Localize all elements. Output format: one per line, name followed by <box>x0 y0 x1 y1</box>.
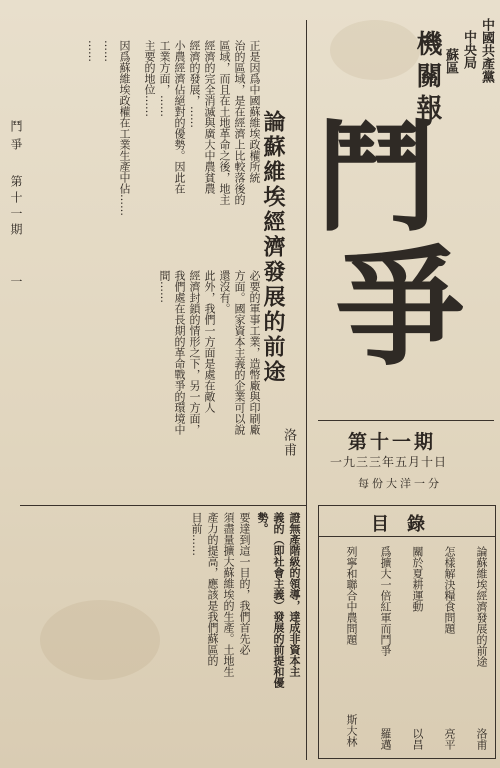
publisher-line: 蘇區 <box>443 48 458 74</box>
article-upper-body <box>140 40 260 305</box>
article-text-column: 目前…… <box>190 512 203 556</box>
article-author: 洛甫 <box>281 428 296 458</box>
toc-item-title[interactable]: 怎樣解決糧食問題 <box>443 546 456 634</box>
toc-item-title[interactable]: 關於夏耕運動 <box>411 546 424 612</box>
issue-block <box>318 420 494 499</box>
article-text-column: 小農經濟佔絕對的優勢。因此在 <box>173 40 186 194</box>
article-text-column: 區域，而且在土地革命之後，地主 <box>218 40 231 205</box>
toc-item-author: 洛甫 <box>475 728 488 750</box>
article-text-column: 間…… <box>158 270 171 303</box>
article-text-column: 要達到這一目的，我們首先必 <box>238 512 251 655</box>
article-text-column: 主要的地位…… <box>143 40 156 117</box>
footer-issue: 第十一期 <box>9 175 23 239</box>
toc-item-title[interactable]: 列寧和聯合中農問題 <box>345 546 358 645</box>
organ-label: 機關報 <box>412 30 442 126</box>
masthead <box>305 8 495 413</box>
masthead-title-char-1: 鬥 <box>317 107 437 248</box>
article-text-column: 方面。國家資本主義的企業可以說 <box>233 270 246 435</box>
table-of-contents <box>318 505 496 759</box>
article-text-column: 產力的提高，應該是我們蘇區的 <box>206 512 219 666</box>
article-left-body <box>20 40 130 500</box>
toc-item-author: 羅邁 <box>379 728 392 750</box>
page-number: 一 <box>9 275 23 287</box>
article-text-column: 經濟的發展，…… <box>188 40 201 128</box>
masthead-title-char-2: 爭 <box>335 231 466 384</box>
section-rule <box>20 505 306 506</box>
issue-price: 每份大洋一分 <box>358 477 442 490</box>
toc-item-author: 亮平 <box>443 728 456 750</box>
toc-item-author: 以昌 <box>411 728 424 750</box>
article-text-column: 正是因爲中國蘇維埃政權所統 <box>248 40 261 183</box>
article-text-column: 須盡量擴大蘇維埃的生產。土地生 <box>222 512 235 677</box>
article-lower-body <box>140 512 300 762</box>
toc-divider <box>319 536 495 537</box>
article-text-column: 經濟的完全消滅與廣大中農貧農 <box>203 40 216 194</box>
article-text-column: 工業方面，…… <box>158 40 171 117</box>
article-text-column: 還沒有。 <box>218 270 231 314</box>
article-text-column: 經濟封鎖的情形之下，另一方面， <box>188 270 201 435</box>
article-text-column: 因爲蘇維埃政權在工業生產中佔…… <box>118 40 131 216</box>
article-text-column: …… <box>86 40 99 62</box>
toc-item-title[interactable]: 爲擴大一倍紅軍而鬥爭 <box>379 546 392 656</box>
column-rule <box>306 20 307 760</box>
toc-item-author: 斯大林 <box>345 714 358 747</box>
toc-item-title[interactable]: 論蘇維埃經濟發展的前途 <box>475 546 488 667</box>
publisher-line: 中央局 <box>461 30 476 69</box>
article-text-column: 義的（即社會主義）發展的前提和優 <box>272 512 285 688</box>
publisher-line: 中國共產黨 <box>479 18 494 83</box>
issue-number: 第十一期 <box>348 431 437 453</box>
article-text-column: 此外，我們一方面是處在敵人 <box>203 270 216 413</box>
article-middle-body <box>140 270 260 505</box>
article-text-column: 我們處在長期的革命戰爭的環境中 <box>173 270 186 435</box>
article-text-column: …… <box>102 40 115 62</box>
article-text-column: 必要的軍事工業，造幣廠與印刷廠 <box>248 270 261 435</box>
footer-paper-name: 鬥爭 <box>9 120 23 156</box>
article-text-column: 治的區域，是在經濟上比較落後的 <box>233 40 246 205</box>
article-text-column: 勢。 <box>256 512 269 534</box>
article-headline: 論蘇維埃經濟發展的前途 <box>260 110 286 385</box>
toc-heading: 目錄 <box>371 514 443 535</box>
issue-date: 一九三三年五月十日 <box>330 455 448 469</box>
article-text-column: 證無產階級的領導，達成非資本主 <box>288 512 301 677</box>
